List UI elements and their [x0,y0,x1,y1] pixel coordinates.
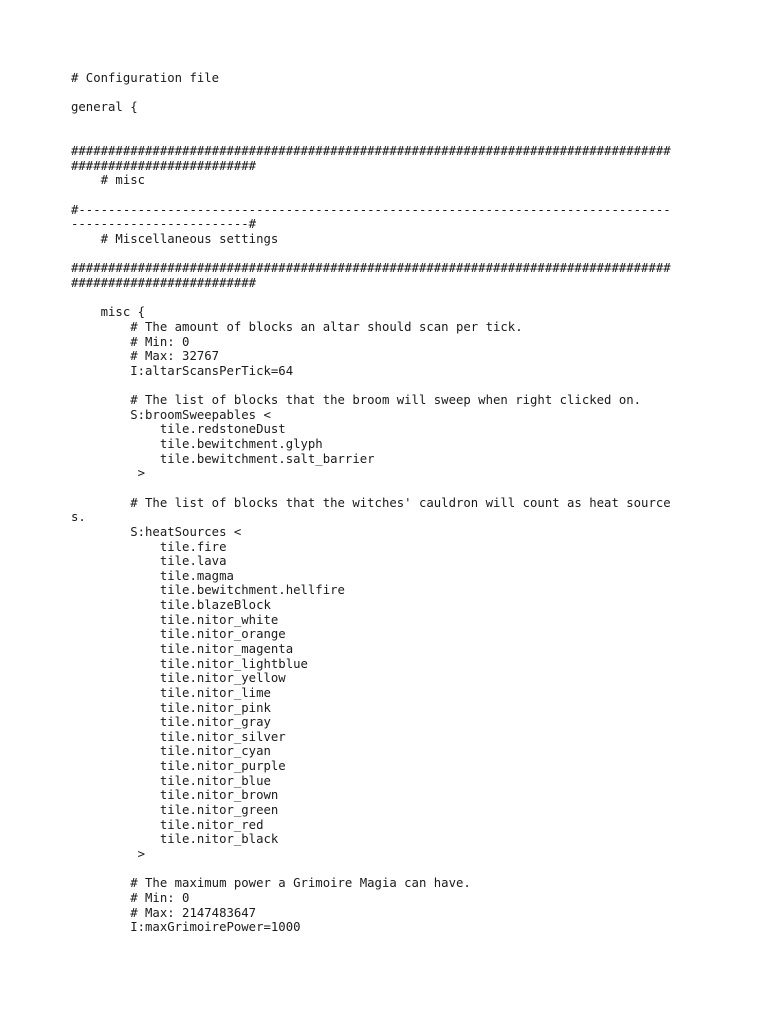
config-line: tile.nitor_white [71,612,279,627]
config-line: # Miscellaneous settings [71,232,279,247]
config-line: # misc [71,173,146,188]
config-line: ######################### [71,275,257,290]
config-line: # The amount of blocks an altar should scan per tick. [71,319,523,334]
config-line: tile.nitor_silver [71,729,286,744]
config-line: tile.nitor_cyan [71,744,271,759]
config-line: ------------------------# [71,217,257,232]
config-line: tile.magma [71,568,234,583]
config-line [71,115,711,130]
config-line: tile.nitor_magenta [71,641,294,656]
config-line: tile.nitor_lime [71,685,271,700]
config-line: # The list of blocks that the broom will sweep when right clicked on. [71,393,642,408]
config-line: # Max: 32767 [71,349,220,364]
config-line: > [71,846,146,861]
config-line: general { [71,100,138,115]
config-line: tile.nitor_brown [71,788,279,803]
config-line: tile.nitor_black [71,832,279,847]
config-line: tile.nitor_green [71,803,279,818]
config-file-text [71,71,711,935]
config-line: tile.bewitchment.glyph [71,437,323,452]
config-line: ################################################################################# [71,144,671,159]
config-line [71,188,711,203]
config-line [71,378,711,393]
config-line [71,291,711,306]
config-line [71,86,711,101]
config-line: tile.nitor_orange [71,627,286,642]
config-line: ######################### [71,158,257,173]
config-line: tile.nitor_pink [71,700,271,715]
config-line: #-------------------------------------------------------------------------------- [71,202,671,217]
config-line: tile.bewitchment.salt_barrier [71,451,375,466]
config-line: I:maxGrimoirePower=1000 [71,920,301,935]
config-line [71,862,711,877]
config-line: tile.nitor_lightblue [71,656,308,671]
config-line: ################################################################################# [71,261,671,276]
config-line: S:broomSweepables < [71,407,271,422]
config-line: tile.nitor_yellow [71,671,286,686]
config-line: > [71,466,146,481]
config-line: # Configuration file [71,71,220,85]
config-line: # The list of blocks that the witches' cauldron will count as heat source [71,495,671,510]
config-line: tile.blazeBlock [71,598,271,613]
config-line: tile.fire [71,539,227,554]
config-line: misc { [71,305,146,320]
config-line: S:heatSources < [71,524,242,539]
config-line: I:altarScansPerTick=64 [71,363,294,378]
config-line [71,481,711,496]
config-line: # Max: 2147483647 [71,905,257,920]
config-line: # The maximum power a Grimoire Magia can have. [71,876,471,891]
config-line: tile.lava [71,554,227,569]
config-line: s. [71,510,86,525]
config-line: # Min: 0 [71,890,190,905]
config-line [71,247,711,262]
config-line [71,130,711,145]
config-line: tile.nitor_gray [71,715,271,730]
config-line: # Min: 0 [71,334,190,349]
config-line: tile.redstoneDust [71,422,286,437]
config-line: tile.bewitchment.hellfire [71,583,345,598]
config-line: tile.nitor_red [71,817,264,832]
config-line: tile.nitor_purple [71,759,286,774]
config-line: tile.nitor_blue [71,773,271,788]
